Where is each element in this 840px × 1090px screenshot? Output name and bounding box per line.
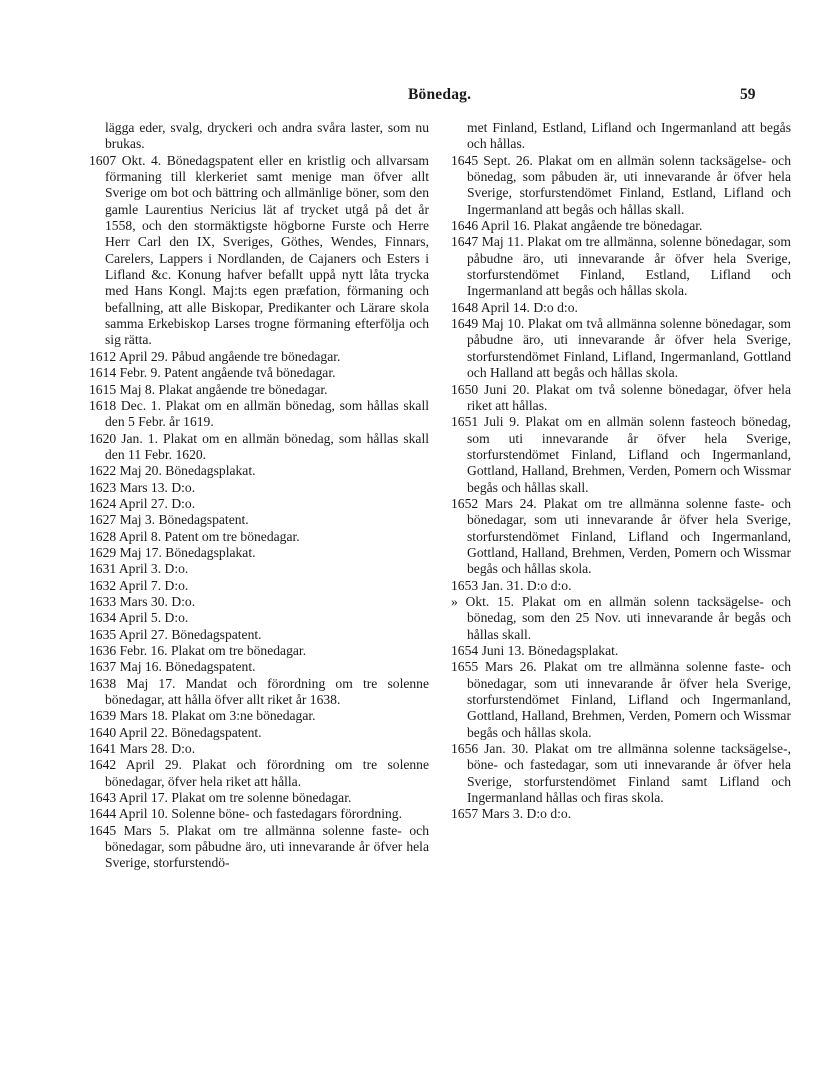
entry-text: Plakat om tre solenne bönedagar. <box>171 790 352 806</box>
chronology-entry <box>89 578 429 594</box>
chronology-entry <box>89 757 429 790</box>
chronology-entry <box>89 643 429 659</box>
entry-date: 1651 Juli 9. <box>451 414 520 430</box>
entry-date: 1647 Maj 11. <box>451 234 524 250</box>
entry-text: Plakat om en allmän solenn tacksägelse- och bönedag, som den 25 Nov. uti innevarande år begås och hållas skall. <box>467 593 792 642</box>
chronology-entry <box>89 823 429 872</box>
entry-text: D:o. <box>164 561 189 577</box>
entry-date: 1645 Mars 5. <box>89 822 170 838</box>
entry-date: 1642 April 29. <box>89 757 182 773</box>
entry-date: 1635 April 27. <box>89 626 168 642</box>
chronology-entry <box>89 725 429 741</box>
chronology-entry <box>451 153 791 218</box>
running-header <box>0 86 840 110</box>
entry-text: D:o. <box>171 479 196 495</box>
entry-date: 1643 April 17. <box>89 790 168 806</box>
entry-text: D:o. <box>164 610 189 626</box>
entry-date: 1653 Jan. 31. <box>451 577 524 593</box>
entry-text: Plakat om två solenne bönedagar, öfver hela riket att hållas. <box>467 381 791 413</box>
chronology-entry <box>89 806 429 822</box>
entry-text: Plakat angående tre bönedagar. <box>158 381 328 397</box>
chronology-entry <box>451 741 791 806</box>
chronology-entry <box>451 496 791 578</box>
entry-text: D:o d:o. <box>533 299 578 315</box>
entry-date: 1644 April 10. <box>89 806 168 822</box>
entry-text: Bönedagspatent. <box>171 626 262 642</box>
entry-text: Plakat om en allmän solenn tacksägelse- och bönedag, som påbuden är, uti innevarande år öfver hela Sverige, storfurstendömet Finland, Estland, Lifland och Ingermanland att begås och hållas skall. <box>467 152 791 217</box>
entry-text: D:o. <box>164 577 189 593</box>
entry-text: Plakat om tre allmänna, solenne bönedagar, som påbudne äro, uti innevarande år öfver hela Sverige, storfurstendömet Finland, Estland, Lifland och Ingermanland att begås och hållas skola. <box>467 234 791 299</box>
chronology-entry <box>451 218 791 234</box>
chronology-entry <box>89 741 429 757</box>
chronology-entry <box>89 561 429 577</box>
entry-date: 1636 Febr. 16. <box>89 643 168 658</box>
chronology-entry <box>89 659 429 675</box>
chronology-entry <box>89 790 429 806</box>
entry-text: Påbud angående tre bönedagar. <box>171 348 341 364</box>
chronology-entry <box>89 512 429 528</box>
entry-text: Patent angående två bönedagar. <box>164 365 336 381</box>
chronology-entry <box>89 382 429 398</box>
chronology-entry <box>89 480 429 496</box>
chronology-entry <box>89 365 429 381</box>
chronology-entry <box>89 627 429 643</box>
chronology-entry <box>451 578 791 594</box>
entry-text: met Finland, Estland, Lifland och Ingermanland att begås och hållas. <box>467 120 791 152</box>
entry-date: 1654 Juni 13. <box>451 643 525 658</box>
entry-date: 1638 Maj 17. <box>89 675 176 691</box>
entry-date: 1618 Dec. 1. <box>89 397 161 413</box>
chronology-entry <box>451 414 791 496</box>
entry-text: Plakat om en allmän solenn fasteoch bönedag, som uti innevarande år öfver hela Sverige, storfurstendömet Finland, Lifland och Ingermanland, Gottland, Halland, Brehmen, Verden, Pomern och Wissmar begås och hållas skall. <box>467 414 791 495</box>
entry-text: D:o d:o. <box>526 806 572 822</box>
entry-text: Plakat om 3:ne bönedagar. <box>171 708 316 724</box>
entry-date: 1650 Juni 20. <box>451 381 530 397</box>
entry-text: Plakat om tre allmänna solenne tacksägelse-, böne- och fastedagar, som uti innevarande år öfver hela Sverige, storfurstendömet Finland samt Lifland och Ingermanland hållas och firas skola. <box>467 741 791 806</box>
entry-text: Bönedagsplakat. <box>165 544 256 560</box>
entry-text: Bönedagsplakat. <box>165 463 256 479</box>
entry-text: Plakat om två allmänna solenne bönedagar, som påbudne äro, uti innevarande år öfver hela Sverige, storfurstendömet Finland, Lifland, Ingermanland, Gottland och Halland att begås och hållas skola. <box>467 316 791 381</box>
chronology-entry <box>89 708 429 724</box>
entry-date: 1620 Jan. 1. <box>89 430 158 446</box>
entry-text: Mandat och förordning om tre solenne bönedagar, att hålla öfver allt riket år 1638. <box>105 675 430 708</box>
entry-text: D:o. <box>171 593 196 609</box>
chronology-entry <box>89 463 429 479</box>
chronology-entry <box>451 234 791 299</box>
entry-date: 1627 Maj 3. <box>89 512 156 528</box>
chronology-entry <box>451 643 791 659</box>
chronology-entry <box>451 806 791 822</box>
entry-date: 1624 April 27. <box>89 495 168 511</box>
entry-text: Plakat om tre allmänna solenne faste- och bönedagar, som uti innevarande år öfver hela Sverige, storfurstendömet Finland, Lifland och Ingermanland, Gottland, Halland, Brehmen, Verden, Pomern och Wissmar begås och hållas skola. <box>467 659 791 740</box>
entry-date: 1623 Mars 13. <box>89 479 168 495</box>
entry-date: 1607 Okt. 4. <box>89 152 162 168</box>
right-column <box>451 120 791 823</box>
chronology-entry <box>89 676 429 709</box>
entry-text: Plakat om tre allmänna solenne faste- och bönedagar, som uti innevarande år öfver hela Sverige, storfurstendömet Finland, Lifland och Ingermanland, Gottland, Halland, Brehmen, Verden, Pomern och Wissmar begås och hållas skola. <box>467 495 791 577</box>
entry-date: 1657 Mars 3. <box>451 806 524 822</box>
page-number: 59 <box>740 86 756 103</box>
chronology-entry <box>89 398 429 431</box>
entry-date: 1622 Maj 20. <box>89 463 162 479</box>
entry-text: Plakat och förordning om tre solenne bönedagar, öfver hela riket att hålla. <box>105 757 430 789</box>
entry-text: Plakat angående tre bönedagar. <box>533 218 703 234</box>
chronology-entry <box>89 349 429 365</box>
entry-date: 1649 Maj 10. <box>451 316 525 332</box>
entry-text: Plakat om en allmän bönedag, som hållas skall den 11 Febr. 1620. <box>105 430 430 462</box>
entry-text: Bönedagspatent. <box>171 724 262 740</box>
chronology-entry <box>89 545 429 561</box>
entry-text: Bönedagsplakat. <box>528 643 619 658</box>
chronology-entry <box>89 431 429 464</box>
chronology-entry <box>451 594 791 643</box>
left-column <box>89 120 429 872</box>
entry-date: 1612 April 29. <box>89 348 168 364</box>
chronology-entry <box>451 382 791 415</box>
entry-date: 1614 Febr. 9. <box>89 365 161 381</box>
entry-date: 1639 Mars 18. <box>89 708 168 724</box>
chronology-entry <box>451 659 791 741</box>
entry-date: 1634 April 5. <box>89 610 162 626</box>
chronology-entry <box>89 153 429 349</box>
chronology-entry <box>89 610 429 626</box>
entry-text: Plakat om en allmän bönedag, som hållas skall den 5 Febr. år 1619. <box>105 397 429 430</box>
entry-date: 1656 Jan. 30. <box>451 741 529 757</box>
chronology-entry <box>89 120 429 153</box>
entry-date: 1628 April 8. <box>89 528 162 544</box>
entry-date: 1652 Mars 24. <box>451 495 537 511</box>
entry-date: 1615 Maj 8. <box>89 381 156 397</box>
entry-text: Bönedagspatent. <box>165 659 256 675</box>
entry-text: Solenne böne- och fastedagars förordning. <box>171 806 402 822</box>
entry-date: 1631 April 3. <box>89 561 162 577</box>
chronology-entry <box>89 594 429 610</box>
entry-text: lägga eder, svalg, dryckeri och andra svåra laster, som nu brukas. <box>105 120 429 152</box>
entry-date: 1655 Mars 26. <box>451 659 537 675</box>
entry-date: 1637 Maj 16. <box>89 659 162 675</box>
page-title: Bönedag. <box>408 86 472 103</box>
entry-text: Plakat om tre allmänna solenne faste- och bönedagar, som påbudne äro, uti innevarande år öfver hela Sverige, storfurstendö- <box>105 822 429 871</box>
entry-text: Bönedagspatent eller en kristlig och allvarsam förmaning till klerkeriet samt menige man öfver allt Sverige om bot och bättring och allmänlige böner, som den gamle Laurentius Nericius lät af trycket utgå på det år 1558, och den stormäktigste högborne Furste och Herre Herr Carl den IX, Sveriges, Göthes, Wendes, Finnars, Carelers, Lappers i Nordlanden, de Cajaners och Esters i Lifland &c. Konung hafver befallt uppå nytt låta trycka med Hans Kongl. Maj:ts egen præfation, förmaning och befallning, att alle Biskopar, Predikanter och Lärare skola samma Erkebiskop Larses trogne förmaning efterfölja och sig rätta. <box>105 152 430 348</box>
chronology-entry <box>451 300 791 316</box>
chronology-entry <box>89 529 429 545</box>
chronology-entry <box>89 496 429 512</box>
entry-date: 1641 Mars 28. <box>89 741 168 757</box>
chronology-entry <box>451 316 791 381</box>
entry-date: 1633 Mars 30. <box>89 593 168 609</box>
entry-text: D:o d:o. <box>526 577 572 593</box>
entry-text: Bönedagspatent. <box>158 512 249 528</box>
entry-text: D:o. <box>171 495 196 511</box>
entry-date: 1645 Sept. 26. <box>451 152 533 168</box>
entry-text: Plakat om tre bönedagar. <box>170 643 307 658</box>
entry-date: 1640 April 22. <box>89 724 168 740</box>
entry-date: 1648 April 14. <box>451 299 530 315</box>
chronology-entry <box>451 120 791 153</box>
entry-date: » Okt. 15. <box>451 593 515 609</box>
entry-date: 1629 Maj 17. <box>89 544 162 560</box>
entry-text: D:o. <box>171 741 196 757</box>
entry-date: 1632 April 7. <box>89 577 162 593</box>
entry-text: Patent om tre bönedagar. <box>164 528 300 544</box>
entry-date: 1646 April 16. <box>451 218 530 234</box>
